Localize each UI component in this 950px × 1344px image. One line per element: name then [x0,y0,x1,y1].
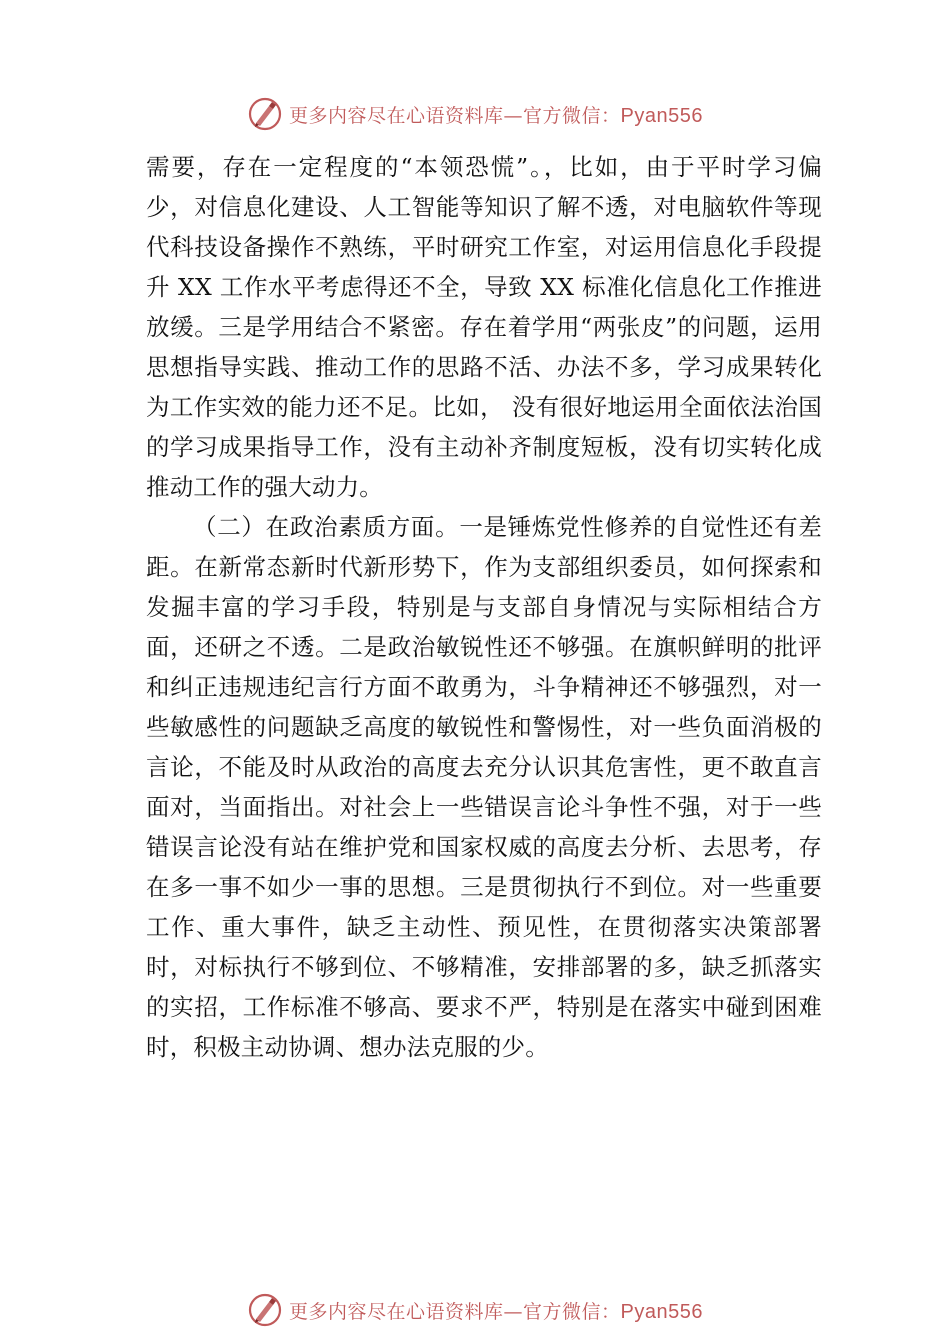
banner-promo-text: 更多内容尽在心语资料库—官方微信： [289,104,621,127]
wechat-id: Pyan556 [620,104,703,127]
footer-banner [0,1290,950,1330]
banner-promo-text: 更多内容尽在心语资料库—官方微信： [289,1300,621,1323]
banner-text [289,1297,703,1324]
paragraph-1: 需要，存在一定程度的“本领恐慌”。，比如，由于平时学习偏少，对信息化建设、人工智能等知识了解不透，对电脑软件等现代科技设备操作不熟练，平时研究工作室，对运用信息化手段提升 XX 工作水平考虑得还不全，导致 XX 标准化信息化工作推进放缓。三是学用结合不紧密。存在着学用“两张皮”的问题，运用思想指导实践、推动工作的思路不活、办法不多，学习成果转化为工作实效的能力还不足。比如， 没有很好地运用全面依法治国的学习成果指导工作，没有主动补齐制度短板，没有切实转化成推动工作的强大动力。 [146,153,822,501]
banner-text [289,101,703,128]
wechat-id: Pyan556 [620,1300,703,1323]
pen-circle-logo-icon [247,1292,283,1328]
pen-circle-logo-icon [247,96,283,132]
paragraph-2: （二）在政治素质方面。一是锤炼党性修养的自觉性还有差距。在新常态新时代新形势下，作为支部组织委员，如何探索和发掘丰富的学习手段，特别是与支部自身情况与实际相结合方面，还研之不透。二是政治敏锐性还不够强。在旗帜鲜明的批评和纠正违规违纪言行方面不敢勇为，斗争精神还不够强烈，对一些敏感性的问题缺乏高度的敏锐性和警惕性，对一些负面消极的言论，不能及时从政治的高度去充分认识其危害性，更不敢直言面对，当面指出。对社会上一些错误言论斗争性不强，对于一些错误言论没有站在维护党和国家权威的高度去分析、去思考，存在多一事不如少一事的思想。三是贯彻执行不到位。对一些重要工作、重大事件，缺乏主动性、预见性，在贯彻落实决策部署时，对标执行不够到位、不够精准，安排部署的多，缺乏抓落实的实招，工作标准不够高、要求不严，特别是在落实中碰到困难时，积极主动协调、想办法克服的少。 [146,513,822,1061]
header-banner [0,94,950,134]
document-body [146,147,822,1067]
